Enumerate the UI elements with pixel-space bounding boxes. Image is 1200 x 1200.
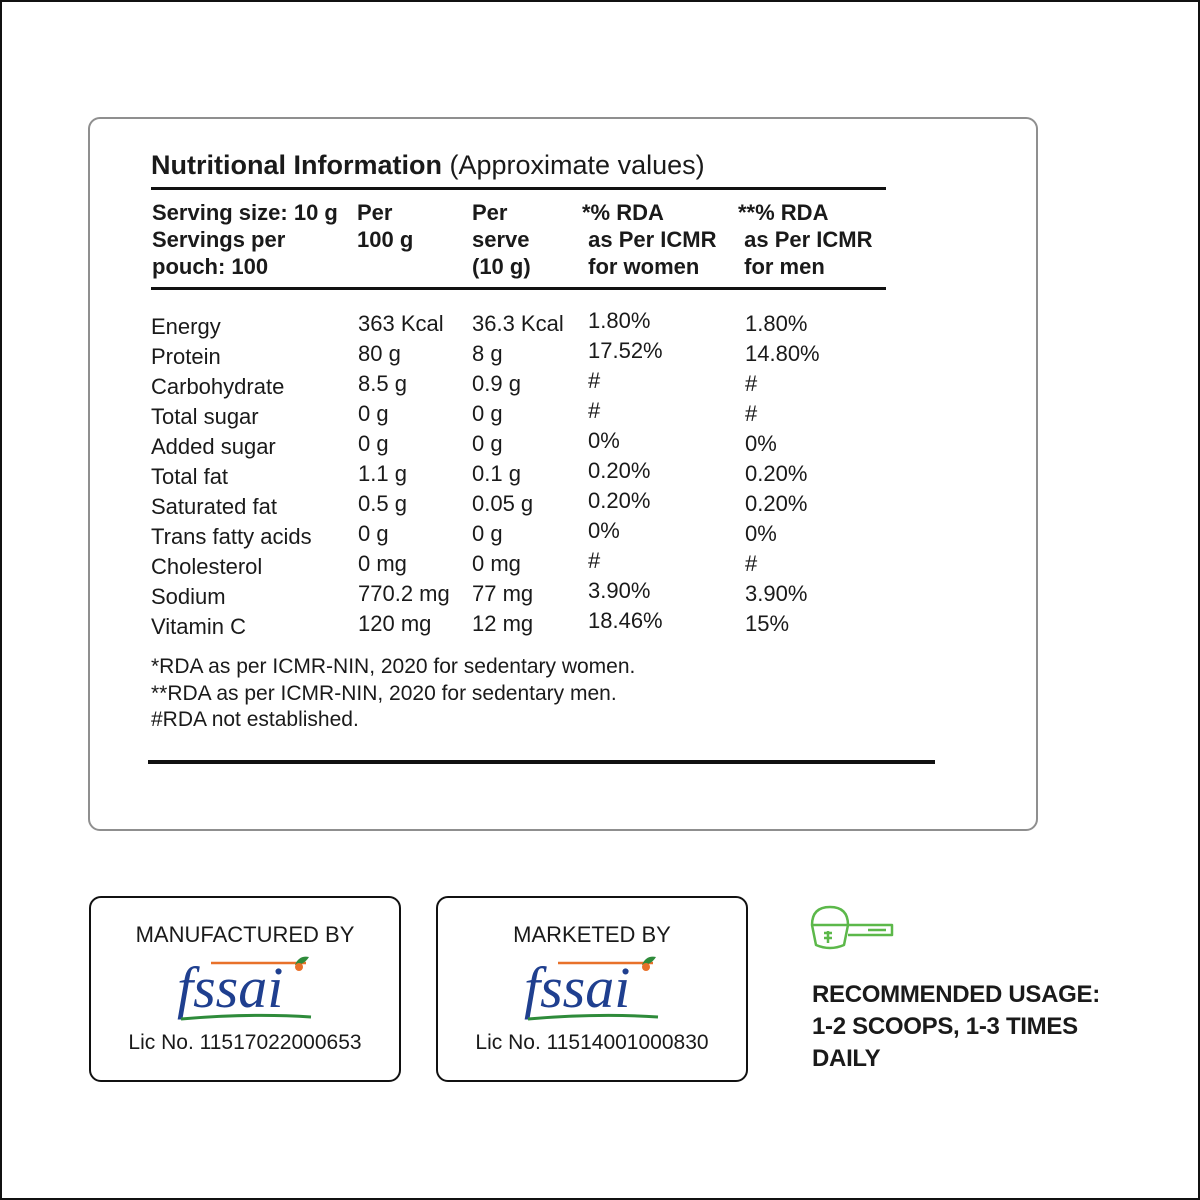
per-serve-value: 0 g (472, 521, 503, 546)
table-bottom-rule (148, 760, 935, 764)
per-serve-value: 0 mg (472, 551, 521, 576)
recommended-usage (812, 979, 1100, 1075)
rda-women-value: 17.52% (588, 338, 663, 363)
nutrient-name: Vitamin C (151, 614, 246, 639)
rda-women-value: 0% (588, 428, 620, 453)
header-bottom-rule (151, 287, 886, 290)
per-serve-value: 12 mg (472, 611, 534, 636)
nutrient-name: Total fat (151, 464, 229, 489)
per-serve-value: 77 mg (472, 581, 534, 606)
per-serve-value: 8 g (472, 341, 503, 366)
header-rda-men: **% RDA as Per ICMR for men (738, 200, 873, 279)
rda-men-value: 0% (745, 521, 777, 546)
per-100g-value: 0 g (358, 431, 389, 456)
rda-men-value: # (745, 401, 758, 426)
fssai-logo (518, 955, 668, 1027)
nutrient-name: Energy (151, 314, 221, 339)
header-top-rule (151, 187, 886, 190)
fssai-logo-text: fssai (524, 955, 631, 1020)
rda-men-value: 0.20% (745, 461, 808, 486)
per-100g-value: 0 g (358, 401, 389, 426)
rda-women-value: # (588, 548, 601, 573)
rda-women-value: # (588, 368, 601, 393)
rda-men-value: 15% (745, 611, 790, 636)
nutrition-title (151, 150, 705, 181)
per-serve-value: 0.05 g (472, 491, 534, 516)
fssai-logo (171, 955, 321, 1027)
per-serve-value: 0 g (472, 431, 503, 456)
header-rda-women: *% RDA as Per ICMR for women (582, 200, 717, 279)
usage-line-3: DAILY (812, 1045, 881, 1072)
rda-women-value: 0% (588, 518, 620, 543)
footnote-women: *RDA as per ICMR-NIN, 2020 for sedentary women. (151, 655, 636, 678)
rda-men-value: 1.80% (745, 311, 808, 336)
rda-men-value: 0.20% (745, 491, 808, 516)
header-per-serve: Per serve (10 g) (472, 200, 531, 279)
header-serving: Serving size: 10 g Servings per pouch: 100 (152, 200, 338, 279)
per-100g-value: 80 g (358, 341, 401, 366)
footnote-hash: #RDA not established. (151, 708, 359, 731)
usage-line-2: 1-2 SCOOPS, 1-3 TIMES (812, 1013, 1078, 1040)
nutrition-title-bold: Nutritional Information (151, 150, 442, 180)
marketed-by-caption: MARKETED BY (513, 922, 671, 947)
per-100g-value: 0 mg (358, 551, 407, 576)
rda-women-value: 1.80% (588, 308, 651, 333)
nutrient-name: Trans fatty acids (151, 524, 312, 549)
footnote-men: **RDA as per ICMR-NIN, 2020 for sedentary men. (151, 681, 617, 705)
per-100g-value: 363 Kcal (358, 311, 444, 336)
rda-women-value: 0.20% (588, 488, 651, 513)
marketed-by-box (436, 896, 748, 1082)
rda-women-value: 18.46% (588, 608, 663, 633)
per-serve-value: 36.3 Kcal (472, 311, 564, 336)
rda-men-value: 3.90% (745, 581, 808, 606)
nutrition-title-rest: (Approximate values) (449, 150, 705, 180)
rda-men-value: # (745, 371, 758, 396)
nutrient-name: Protein (151, 344, 221, 369)
per-serve-value: 0.9 g (472, 371, 521, 396)
per-serve-value: 0.1 g (472, 461, 521, 486)
marketer-license: Lic No. 11514001000830 (475, 1031, 709, 1054)
nutrient-name: Carbohydrate (151, 374, 285, 399)
per-100g-value: 0 g (358, 521, 389, 546)
rda-men-value: 0% (745, 431, 777, 456)
nutrient-name: Cholesterol (151, 554, 263, 579)
manufacturer-license: Lic No. 11517022000653 (128, 1031, 362, 1054)
rda-women-value: # (588, 398, 601, 423)
per-100g-value: 770.2 mg (358, 581, 450, 606)
per-100g-value: 1.1 g (358, 461, 407, 486)
scoop-icon (808, 903, 898, 953)
manufactured-by-box (89, 896, 401, 1082)
per-100g-value: 120 mg (358, 611, 432, 636)
nutrient-name: Saturated fat (151, 494, 277, 519)
per-100g-value: 8.5 g (358, 371, 407, 396)
per-100g-value: 0.5 g (358, 491, 407, 516)
rda-men-value: # (745, 551, 758, 576)
rda-women-value: 3.90% (588, 578, 651, 603)
rda-men-value: 14.80% (745, 341, 820, 366)
footnotes (151, 654, 635, 734)
nutrient-name: Added sugar (151, 434, 276, 459)
nutrient-name: Sodium (151, 584, 226, 609)
header-per-100g: Per 100 g (357, 200, 414, 252)
fssai-logo-text: fssai (177, 955, 284, 1020)
usage-line-1: RECOMMENDED USAGE: (812, 981, 1100, 1008)
per-serve-value: 0 g (472, 401, 503, 426)
manufactured-by-caption: MANUFACTURED BY (135, 922, 355, 947)
nutrient-name: Total sugar (151, 404, 259, 429)
rda-women-value: 0.20% (588, 458, 651, 483)
